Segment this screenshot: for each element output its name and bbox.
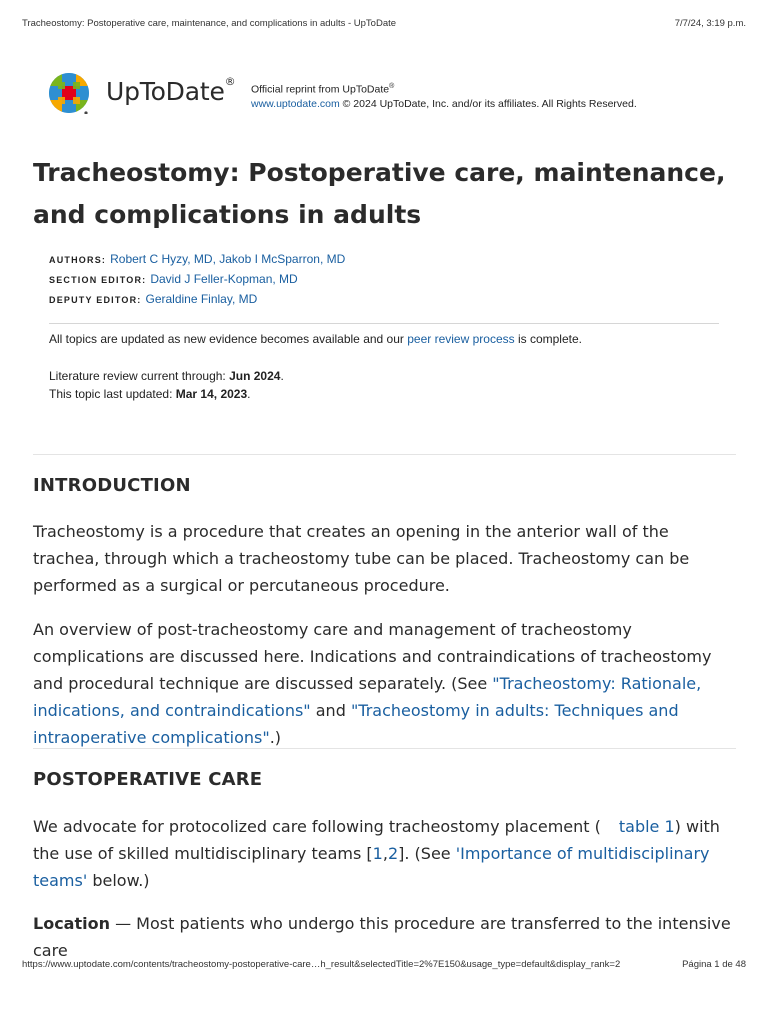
authors-label: AUTHORS: [49, 255, 107, 265]
location-label: Location [33, 914, 110, 933]
section-editor-label: SECTION EDITOR: [49, 275, 147, 285]
reference-2-link[interactable]: 2 [387, 844, 399, 863]
print-header-datetime: 7/7/24, 3:19 p.m. [674, 18, 746, 29]
deputy-editor-label: DEPUTY EDITOR: [49, 295, 142, 305]
article-title: Tracheostomy: Postoperative care, maintenance, and complications in adults [33, 158, 726, 229]
intro-paragraph-2: An overview of post-tracheostomy care and management of tracheostomy complications are discussed here. Indications and contraindications of tracheostomy and procedural technique are discussed separately. (See "Tracheostomy: Rationale, indications, and contraindications" and "Tracheostomy in adults: Techniques and intraoperative complications".) [33, 620, 712, 747]
deputy-editor-link[interactable]: Geraldine Finlay, MD [145, 292, 258, 306]
authors-link[interactable]: Robert C Hyzy, MD, Jakob I McSparron, MD [110, 252, 346, 266]
section-divider [33, 748, 736, 749]
intro-paragraph-1: Tracheostomy is a procedure that creates an opening in the anterior wall of the trachea, through which a tracheostomy tube can be placed. Tracheostomy can be performed as a surgical or percutaneous procedure. [33, 522, 690, 595]
page-number: Página 1 de 48 [682, 959, 746, 970]
print-footer [22, 959, 746, 973]
peer-review-link[interactable]: peer review process [407, 332, 515, 346]
uptodate-logo-icon [48, 72, 90, 114]
brand-name: UpToDate® [106, 75, 236, 106]
postop-heading: POSTOPERATIVE CARE [33, 769, 263, 790]
postop-paragraph-1: We advocate for protocolized care following tracheostomy placement ( table 1) with the use of skilled multidisciplinary teams [1,2]. (See 'Importance of multidisciplinary teams' below.) [33, 817, 720, 890]
section-editor-link[interactable]: David J Feller-Kopman, MD [150, 272, 298, 286]
section-divider [33, 454, 736, 455]
reprint-notice: Official reprint from UpToDate® www.uptodate.com © 2024 UpToDate, Inc. and/or its affiliates. All Rights Reserved. [251, 83, 637, 110]
review-dates: Literature review current through: Jun 2024. This topic last updated: Mar 14, 2023. [49, 369, 284, 401]
update-notice: All topics are updated as new evidence becomes available and our peer review process is complete. [49, 332, 582, 346]
reprint-line: Official reprint from UpToDate [251, 83, 390, 96]
print-header [22, 18, 746, 32]
byline [49, 250, 345, 310]
print-header-title: Tracheostomy: Postoperative care, maintenance, and complications in adults - UpToDate [22, 18, 397, 29]
multidisciplinary-teams-link[interactable]: 'Importance of multidisciplinary teams' [33, 844, 710, 890]
table-1-link[interactable]: table 1 [618, 817, 675, 836]
techniques-link[interactable]: "Tracheostomy in adults: Techniques and intraoperative complications" [33, 701, 679, 747]
location-paragraph: Location — Most patients who undergo this procedure are transferred to the intensive care [33, 914, 731, 960]
reference-1-link[interactable]: 1 [372, 844, 383, 863]
copyright-text: © 2024 UpToDate, Inc. and/or its affiliates. All Rights Reserved. [342, 97, 637, 110]
lit-review-date: Jun 2024 [229, 369, 281, 383]
print-footer-url: https://www.uptodate.com/contents/tracheostomy-postoperative-care…h_result&selectedTitle=2%7E150&usage_type=default&display_rank=2 [22, 959, 621, 970]
brand-block [48, 72, 688, 120]
byline-divider [49, 323, 719, 324]
last-updated-date: Mar 14, 2023 [175, 387, 248, 401]
rationale-link[interactable]: "Tracheostomy: Rationale, indications, and contraindications" [33, 674, 702, 720]
intro-heading: INTRODUCTION [33, 475, 191, 496]
uptodate-site-link[interactable]: www.uptodate.com [251, 97, 340, 110]
